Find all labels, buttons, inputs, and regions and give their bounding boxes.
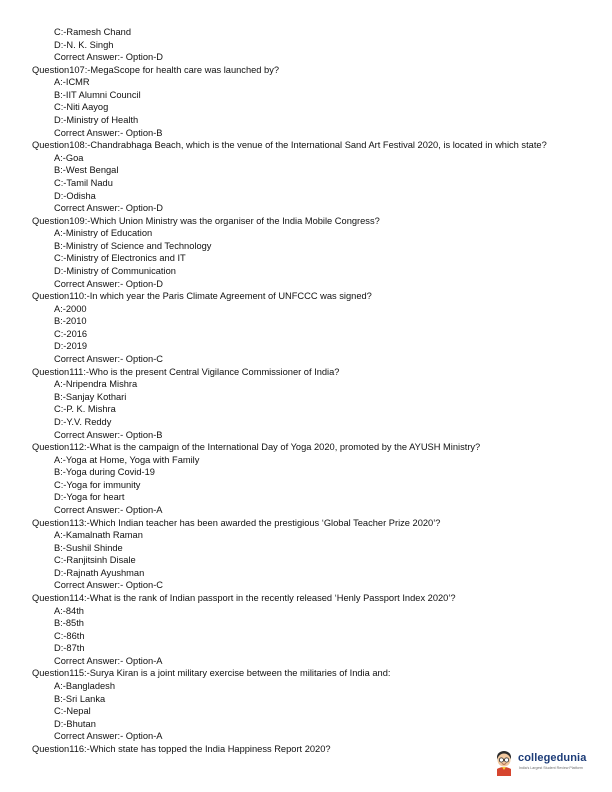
answer-option: B:-Sushil Shinde — [54, 542, 123, 553]
answer-option: C:-Ramesh Chand — [54, 27, 131, 37]
question-text: Question109:-Which Union Ministry was the organiser of the India Mobile Congress? — [32, 215, 380, 226]
answer-option: A:-Nripendra Mishra — [54, 379, 138, 390]
correct-answer: Correct Answer:- Option-A — [54, 655, 163, 666]
answer-option: C:-86th — [54, 630, 85, 641]
collegedunia-logo — [492, 748, 604, 778]
question-text: Question108:-Chandrabhaga Beach, which is the venue of the International Sand Art Festival 2020, is located in which state? — [32, 140, 547, 151]
correct-answer: Correct Answer:- Option-D — [54, 278, 164, 289]
answer-option: A:-Ministry of Education — [54, 228, 153, 239]
answer-option: C:-P. K. Mishra — [54, 404, 116, 415]
answer-option: D:-Y.V. Reddy — [54, 416, 112, 427]
answer-option: A:-84th — [54, 605, 84, 616]
correct-answer: Correct Answer:- Option-D — [54, 52, 164, 63]
question-text: Question110:-In which year the Paris Climate Agreement of UNFCCC was signed? — [32, 291, 372, 302]
answer-option: C:-Yoga for immunity — [54, 479, 141, 490]
answer-option: D:-Yoga for heart — [54, 492, 125, 503]
answer-option: D:-87th — [54, 643, 85, 654]
correct-answer: Correct Answer:- Option-B — [54, 127, 163, 138]
answer-option: A:-2000 — [54, 303, 87, 314]
logo-tagline: India's Largest Student Review Platform — [519, 766, 583, 770]
question-text: Question107:-MegaScope for health care was launched by? — [32, 64, 280, 75]
answer-option: A:-Yoga at Home, Yoga with Family — [54, 454, 200, 465]
answer-option: B:-IIT Alumni Council — [54, 89, 141, 100]
answer-option: C:-Niti Aayog — [54, 102, 109, 113]
answer-option: A:-Goa — [54, 152, 84, 163]
answer-option: C:-Tamil Nadu — [54, 177, 113, 188]
answer-option: D:-Ministry of Communication — [54, 265, 176, 276]
answer-option: B:-2010 — [54, 316, 87, 327]
answer-option: B:-Sri Lanka — [54, 693, 106, 704]
answer-option: D:-Bhutan — [54, 718, 96, 729]
question-text: Question114:-What is the rank of Indian passport in the recently released ‘Henly Passport Index 2020’? — [32, 593, 456, 604]
question-text: Question115:-Surya Kiran is a joint military exercise between the militaries of India and: — [32, 668, 391, 679]
correct-answer: Correct Answer:- Option-B — [54, 429, 163, 440]
question-text: Question113:-Which Indian teacher has been awarded the prestigious ‘Global Teacher Prize 2020’? — [32, 517, 441, 528]
answer-option: D:-Ministry of Health — [54, 115, 139, 126]
correct-answer: Correct Answer:- Option-C — [54, 354, 164, 365]
logo-brand-text: collegedunia — [518, 752, 587, 764]
correct-answer: Correct Answer:- Option-A — [54, 504, 163, 515]
answer-option: B:-85th — [54, 618, 84, 629]
answer-option: B:-Yoga during Covid-19 — [54, 467, 155, 478]
answer-option: B:-Sanjay Kothari — [54, 391, 127, 402]
question-list — [32, 26, 606, 756]
correct-answer: Correct Answer:- Option-C — [54, 580, 164, 591]
answer-option: C:-Nepal — [54, 706, 91, 717]
answer-option: D:-N. K. Singh — [54, 39, 114, 50]
answer-option: D:-2019 — [54, 341, 88, 352]
question-text: Question112:-What is the campaign of the International Day of Yoga 2020, promoted by the AYUSH Ministry? — [32, 442, 481, 453]
answer-option: D:-Rajnath Ayushman — [54, 567, 145, 578]
answer-option: A:-ICMR — [54, 77, 90, 88]
answer-option: C:-2016 — [54, 328, 88, 339]
question-text: Question111:-Who is the present Central Vigilance Commissioner of India? — [32, 366, 340, 377]
answer-option: C:-Ministry of Electronics and IT — [54, 253, 186, 264]
answer-option: B:-West Bengal — [54, 165, 119, 176]
question-text: Question116:-Which state has topped the India Happiness Report 2020? — [32, 743, 331, 754]
answer-option: C:-Ranjitsinh Disale — [54, 555, 136, 566]
correct-answer: Correct Answer:- Option-A — [54, 731, 163, 742]
answer-option: D:-Odisha — [54, 190, 96, 201]
answer-option: A:-Bangladesh — [54, 681, 115, 692]
answer-option: B:-Ministry of Science and Technology — [54, 240, 212, 251]
correct-answer: Correct Answer:- Option-D — [54, 203, 164, 214]
mascot-icon — [492, 748, 516, 776]
answer-option: A:-Kamalnath Raman — [54, 530, 143, 541]
